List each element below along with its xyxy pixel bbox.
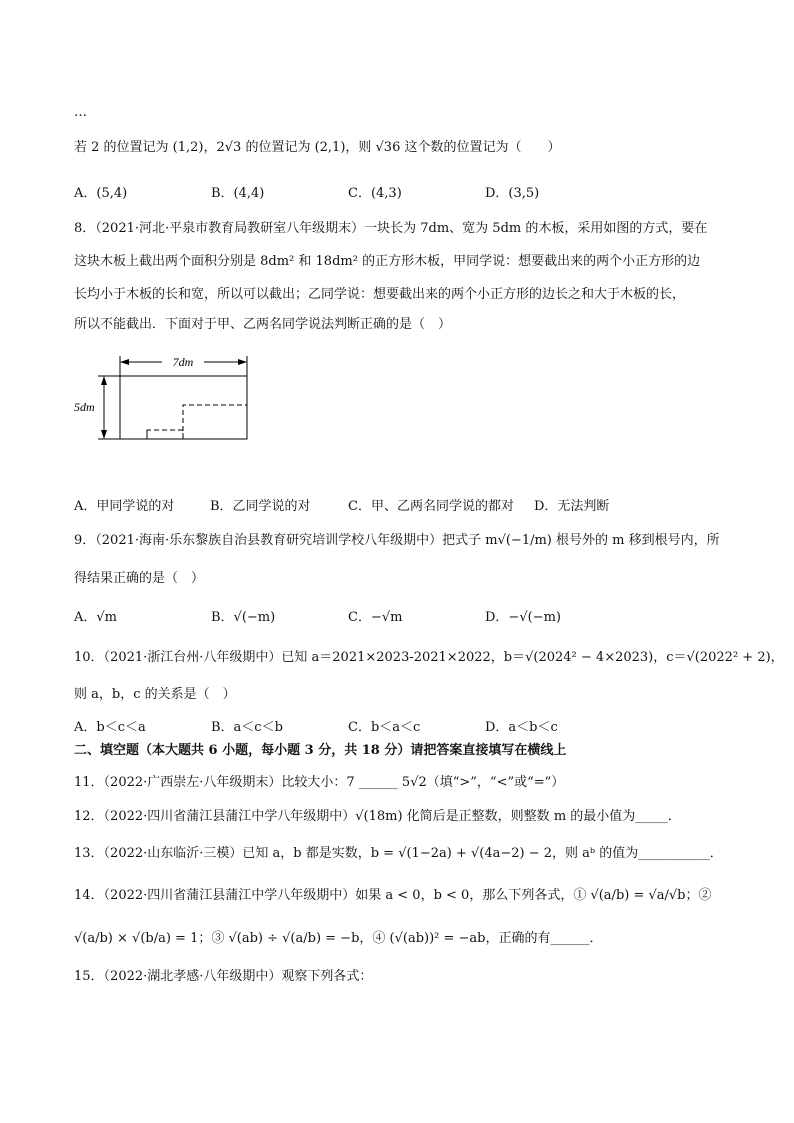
q10-line-1: 10．（2021·浙江台州·八年级期中）已知 a＝2021×2023-2021×2022，b＝√(2024² − 4×2023)，c＝√(2022² + 2)， — [74, 650, 784, 665]
q12: 12．（2022·四川省蒲江县蒲江中学八年级期中）√(18m) 化简后是正整数，则整数 m 的最小值为_____． — [74, 809, 681, 824]
q8-option-c[interactable]: C．甲、乙两名同学说的都对 — [348, 499, 514, 514]
width-arrowhead-left — [120, 359, 129, 365]
q10-options — [74, 716, 734, 734]
q7-options — [74, 182, 734, 200]
q9-option-a[interactable]: A．√m — [74, 610, 117, 625]
q9-options — [74, 606, 734, 624]
small-square-dashed — [147, 430, 183, 439]
q7-option-c[interactable]: C．(4,3) — [348, 186, 402, 201]
q15: 15．（2022·湖北孝感·八年级期中）观察下列各式： — [74, 969, 373, 984]
ellipsis: … — [74, 105, 87, 120]
q8-option-d[interactable]: D．无法判断 — [534, 499, 610, 514]
height-arrowhead-bottom — [101, 430, 107, 439]
q7-stem: 若 2 的位置记为 (1,2)，2√3 的位置记为 (2,1)，则 √36 这个数的位置记为（ ） — [74, 140, 561, 155]
width-label: 7dm — [172, 355, 194, 369]
width-arrowhead-right — [238, 359, 247, 365]
q7-option-a[interactable]: A．(5,4) — [74, 186, 128, 201]
board-diagram — [74, 348, 264, 448]
q9-option-b[interactable]: B．√(−m) — [211, 610, 276, 625]
q10-option-c[interactable]: C．b＜a＜c — [348, 720, 421, 735]
q11: 11．（2022·广西崇左·八年级期末）比较大小：7 ______ 5√2（填“>”，“<”或“=”） — [74, 775, 565, 790]
q9-line-1: 9．（2021·海南·乐东黎族自治县教育研究培训学校八年级期中）把式子 m√(−1/m) 根号外的 m 移到根号内，所 — [74, 533, 720, 548]
q8-options — [74, 495, 734, 513]
q14-line-2: √(a/b) × √(b/a) = 1；③ √(ab) ÷ √(a/b) = −b，④ (√(ab))² = −ab，正确的有______． — [74, 931, 603, 946]
q13: 13．（2022·山东临沂·三模）已知 a，b 都是实数，b = √(1−2a) + √(4a−2) − 2，则 aᵇ 的值为___________． — [74, 846, 723, 861]
q9-option-c[interactable]: C．−√m — [348, 610, 403, 625]
q8-line-3: 长均小于木板的长和宽，所以可以截出；乙同学说：想要截出来的两个小正方形的边长之和大于木板的长， — [74, 287, 686, 302]
q10-line-2: 则 a，b，c 的关系是（ ） — [74, 687, 236, 702]
q9-option-d[interactable]: D．−√(−m) — [485, 610, 561, 625]
q10-option-d[interactable]: D．a＜b＜c — [485, 720, 558, 735]
q10-option-b[interactable]: B．a＜c＜b — [211, 720, 283, 735]
height-arrowhead-top — [101, 376, 107, 385]
q8-line-2: 这块木板上截出两个面积分别是 8dm² 和 18dm² 的正方形木板，甲同学说：想要截出来的两个小正方形的边 — [74, 254, 701, 269]
q7-option-d[interactable]: D．(3,5) — [485, 186, 540, 201]
q8-option-a[interactable]: A．甲同学说的对 — [74, 499, 175, 514]
q10-option-a[interactable]: A．b＜c＜a — [74, 720, 146, 735]
large-square-dashed — [183, 405, 247, 439]
q8-line-4: 所以不能截出．下面对于甲、乙两名同学说法判断正确的是（ ） — [74, 317, 452, 332]
q8-line-1: 8．（2021·河北·平泉市教育局教研室八年级期末）一块长为 7dm、宽为 5dm 的木板，采用如图的方式，要在 — [74, 221, 708, 236]
q14-line-1: 14．（2022·四川省蒲江县蒲江中学八年级期中）如果 a < 0，b < 0，那么下列各式，① √(a/b) = √a/√b；② — [74, 888, 712, 903]
section-2-heading: 二、填空题（本大题共 6 小题，每小题 3 分，共 18 分）请把答案直接填写在横线上 — [74, 743, 567, 758]
q9-line-2: 得结果正确的是（ ） — [74, 571, 205, 586]
board-figure — [74, 348, 264, 452]
q7-option-b[interactable]: B．(4,4) — [211, 186, 265, 201]
height-label: 5dm — [74, 400, 95, 414]
q8-option-b[interactable]: B．乙同学说的对 — [210, 499, 311, 514]
